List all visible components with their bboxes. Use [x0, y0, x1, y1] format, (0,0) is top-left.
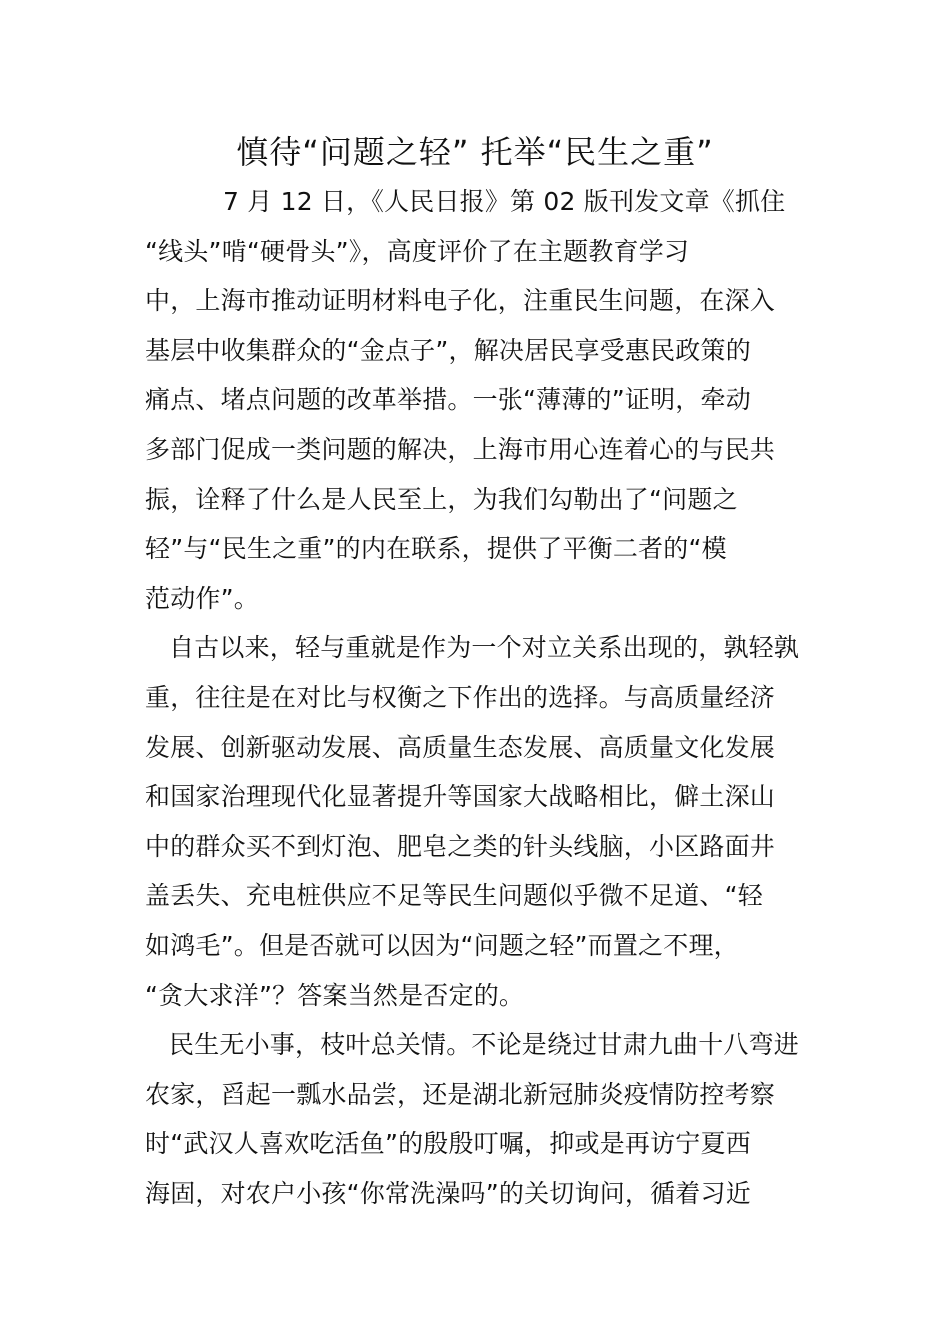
document-body [145, 177, 810, 1218]
paragraph-1-line-3: 中，上海市推动证明材料电子化，注重民生问题，在深入 [145, 286, 776, 316]
paragraph-3-line-2: 农家，舀起一瓢水品尝，还是湖北新冠肺炎疫情防控考察 [145, 1079, 776, 1109]
paragraph-3-line-3: 时“武汉人喜欢吃活鱼”的殷殷叮嘱，抑或是再访宁夏西 [145, 1129, 751, 1159]
paragraph-2-line-6: 盖丢失、充电桩供应不足等民生问题似乎微不足道、“轻 [145, 881, 763, 911]
paragraph-2-line-5: 中的群众买不到灯泡、肥皂之类的针头线脑，小区路面井 [145, 831, 776, 861]
paragraph-1-line-1: 7 月 12 日，《人民日报》第 02 版刊发文章《抓住 [223, 187, 786, 216]
paragraph-3-line-4: 海固，对农户小孩“你常洗澡吗”的关切询问，循着习近 [145, 1178, 751, 1208]
paragraph-1-line-8: 轻”与“民生之重”的内在联系，提供了平衡二者的“模 [145, 534, 727, 564]
paragraph-1-line-7: 振，诠释了什么是人民至上，为我们勾勒出了“问题之 [145, 484, 738, 514]
document-title: 慎待“问题之轻” 托举“民生之重” [236, 133, 714, 171]
paragraph-1-line-4: 基层中收集群众的“金点子”，解决居民享受惠民政策的 [145, 335, 751, 365]
paragraph-1-line-9: 范动作”。 [145, 583, 259, 613]
paragraph-2-line-1: 自古以来，轻与重就是作为一个对立关系出现的，孰轻孰 [169, 633, 800, 663]
paragraph-2-line-2: 重，往往是在对比与权衡之下作出的选择。与高质量经济 [145, 682, 776, 712]
paragraph-1-line-5: 痛点、堵点问题的改革举措。一张“薄薄的”证明，牵动 [145, 385, 751, 415]
paragraph-3-line-1: 民生无小事，枝叶总关情。不论是绕过甘肃九曲十八弯进 [169, 1030, 800, 1060]
paragraph-2-line-8: “贪大求洋”？答案当然是否定的。 [145, 980, 525, 1010]
paragraph-2-line-3: 发展、创新驱动发展、高质量生态发展、高质量文化发展 [145, 732, 776, 762]
paragraph-1-line-6: 多部门促成一类问题的解决，上海市用心连着心的与民共 [145, 434, 776, 464]
paragraph-2-line-7: 如鸿毛”。但是否就可以因为“问题之轻”而置之不理， [145, 930, 739, 960]
paragraph-1-line-2: “线头”啃“硬骨头”》，高度评价了在主题教育学习 [145, 236, 690, 266]
paragraph-2-line-4: 和国家治理现代化显著提升等国家大战略相比，僻土深山 [145, 782, 776, 812]
